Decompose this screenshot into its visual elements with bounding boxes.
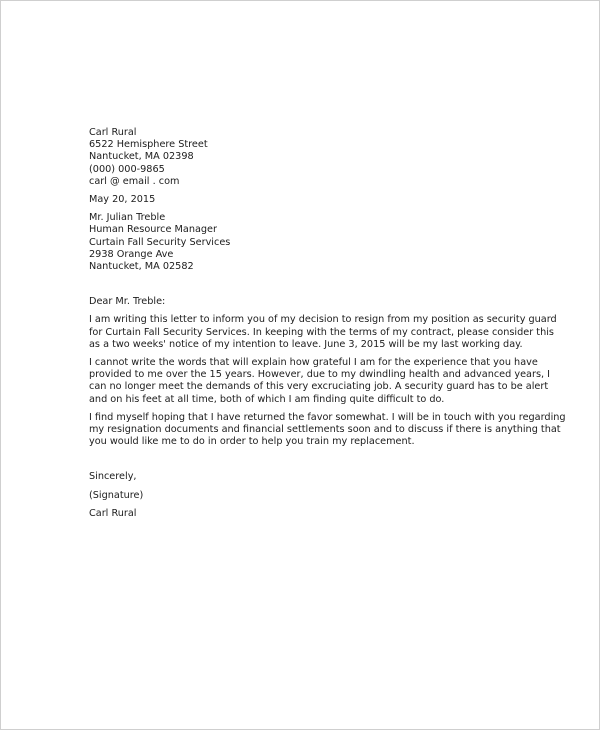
- signed-name: Carl Rural: [89, 507, 137, 519]
- recipient-company: Curtain Fall Security Services: [89, 236, 231, 248]
- sender-phone: (000) 000-9865: [89, 163, 165, 175]
- recipient-city: Nantucket, MA 02582: [89, 261, 194, 273]
- sender-name: Carl Rural: [89, 127, 137, 138]
- body-paragraph: [89, 314, 557, 351]
- paragraph-line: my resignation documents and financial settlements soon and to discuss if there is anything that: [89, 424, 561, 436]
- sender-email: carl @ email . com: [89, 175, 180, 187]
- closing: Sincerely,: [89, 471, 137, 483]
- paragraph-line: I am writing this letter to inform you of my decision to resign from my position as security guard: [89, 314, 557, 326]
- letter-body: [89, 127, 566, 520]
- sender-address-block: [89, 127, 539, 188]
- recipient-title: Human Resource Manager: [89, 224, 217, 236]
- sender-street: 6522 Hemisphere Street: [89, 139, 208, 151]
- salutation: Dear Mr. Treble:: [89, 296, 166, 308]
- body-paragraph: [89, 411, 566, 449]
- paragraph-line: I cannot write the words that will explain how grateful I am for the experience that you have: [89, 357, 538, 369]
- paragraph-line: and on his feet at all time, both of which I am finding quite difficult to do.: [89, 393, 445, 405]
- body-paragraph: [89, 357, 551, 406]
- recipient-name: Mr. Julian Treble: [89, 212, 166, 224]
- paragraph-line: as a two weeks' notice of my intention to leave. June 3, 2015 will be my last working day.: [89, 338, 523, 350]
- paragraph-line: for Curtain Fall Security Services. In keeping with the terms of my contract, please consider this: [89, 326, 554, 338]
- paragraph-line: can no longer meet the demands of this very excruciating job. A security guard has to be alert: [89, 381, 549, 393]
- sender-city: Nantucket, MA 02398: [89, 151, 194, 163]
- paragraph-line: you would like me to do in order to help you train my replacement.: [89, 436, 415, 448]
- paragraph-line: I find myself hoping that I have returned the favor somewhat. I will be in touch with you regarding: [89, 411, 566, 423]
- letter-date: May 20, 2015: [89, 194, 156, 206]
- recipient-address-block: [89, 212, 539, 273]
- paragraph-line: provided to me over the 15 years. However, due to my dwindling health and advanced years, I: [89, 369, 551, 381]
- recipient-street: 2938 Orange Ave: [89, 248, 174, 260]
- signature-placeholder: (Signature): [89, 489, 144, 501]
